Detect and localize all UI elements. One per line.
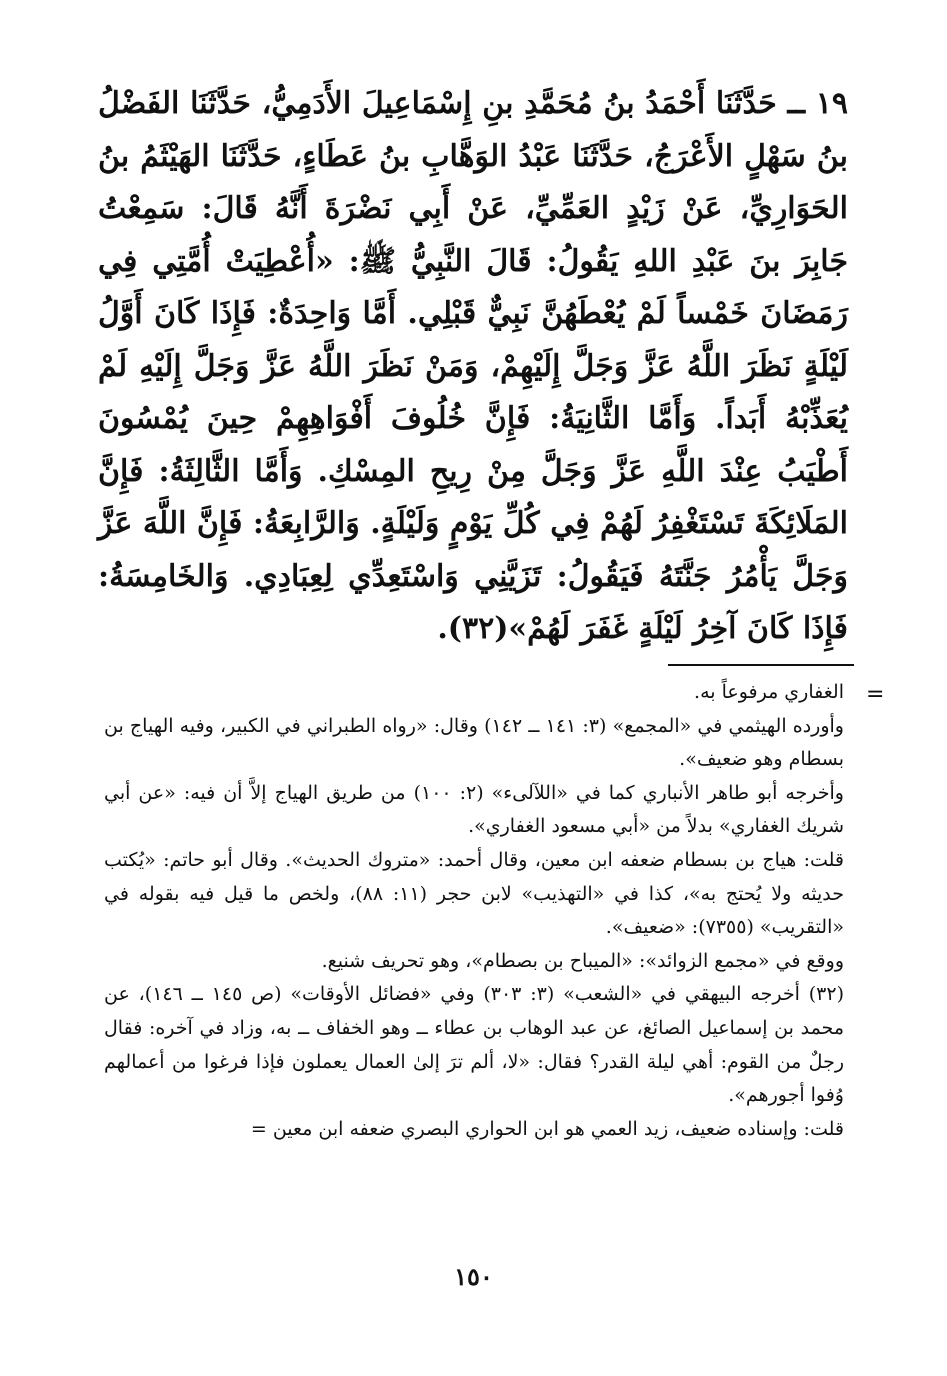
footnote-separator (668, 664, 854, 666)
footnote-line: ووقع في «مجمع الزوائد»: «الميباح بن بصطام»، وهو تحريف شنيع. (321, 949, 844, 972)
page-number: ١٥٠ (454, 1262, 493, 1291)
footnote-32-text: أخرجه البيهقي في «الشعب» (٣: ٣٠٣) وفي «فضائل الأوقات» (ص ١٤٥ ــ ١٤٦)، عن محمد بن إسماعيل الصائغ، عن عبد الوهاب بن عطاء ــ وهو الخفاف ــ به، وزاد في آخره: فقال رجلٌ من القوم: أهي ليلة القدر؟ فقال: «لا، ألم ترَ إلىٰ العمال يعملون فإذا فرغوا من أعمالهم وُفوا أجورهم». (104, 983, 844, 1107)
footnote-end-mark: = (250, 1117, 267, 1140)
footnote-32 (104, 978, 844, 1112)
footnote-line: الغفاري مرفوعاً به. (694, 681, 844, 703)
footnote-continuation-mark: = (866, 682, 885, 707)
hadith-paragraph: ١٩ ــ حَدَّثَنَا أَحْمَدُ بنُ مُحَمَّدِ بنِ إِسْمَاعِيلَ الأَدَمِيُّ، حَدَّثَنَا الفَضْلُ بنُ سَهْلٍ الأَعْرَجُ، حَدَّثَنَا عَبْدُ الوَهَّابِ بنُ عَطَاءٍ، حَدَّثَنَا الهَيْثَمُ بنُ الحَوَارِيِّ، عَنْ زَيْدٍ العَمِّيِّ، عَنْ أَبِي نَضْرَةَ أَنَّهُ قَالَ: سَمِعْتُ جَابِرَ بنَ عَبْدِ اللهِ يَقُولُ: قَالَ النَّبِيُّ ﷺ: «أُعْطِيَتْ أُمَّتِي فِي رَمَضَانَ خَمْساً لَمْ يُعْطَهُنَّ نَبِيٌّ قَبْلِي. أَمَّا وَاحِدَةٌ: فَإِذَا كَانَ أَوَّلُ لَيْلَةٍ نَظَرَ اللَّهُ عَزَّ وَجَلَّ إِلَيْهِمْ، وَمَنْ نَظَرَ اللَّهُ عَزَّ وَجَلَّ إِلَيْهِ لَمْ يُعَذِّبْهُ أَبَداً. وَأَمَّا الثَّانِيَةُ: فَإِنَّ خُلُوفَ أَفْوَاهِهِمْ حِينَ يُمْسُونَ أَطْيَبُ عِنْدَ اللَّهِ عَزَّ وَجَلَّ مِنْ رِيحِ المِسْكِ. وَأَمَّا الثَّالِثَةُ: فَإِنَّ المَلَائِكَةَ تَسْتَغْفِرُ لَهُمْ فِي كُلِّ يَوْمٍ وَلَيْلَةٍ. وَالرَّابِعَةُ: فَإِنَّ اللَّهَ عَزَّ وَجَلَّ يَأْمُرُ جَنَّتَهُ فَيَقُولُ: تَزَيَّنِي وَاسْتَعِدِّي لِعِبَادِي. وَالخَامِسَةُ: فَإِذَا كَانَ آخِرُ لَيْلَةٍ غَفَرَ لَهُمْ»(٣٢). (98, 86, 848, 646)
footnote-line: وأخرجه أبو طاهر الأنباري كما في «اللآلىء» (٢: ١٠٠) من طريق الهياج إلاَّ أن فيه: «عن أبي شريك الغفاري» بدلاً من «أبي مسعود الغفاري». (104, 781, 844, 838)
hadith-text (98, 78, 848, 656)
footnote-line (104, 1113, 844, 1147)
footnotes (104, 676, 844, 1146)
footnote-line: قلت: هياج بن بسطام ضعفه ابن معين، وقال أحمد: «متروك الحديث». وقال أبو حاتم: «يُكتب حديثه ولا يُحتج به»، كذا في «التهذيب» لابن حجر (١١: ٨٨)، ولخص ما قيل فيه بقوله في «التقريب» (٧٣٥٥): «ضعيف». (104, 848, 844, 939)
footnote-line: وأورده الهيثمي في «المجمع» (٣: ١٤١ ــ ١٤٢) وقال: «رواه الطبراني في الكبير، وفيه الهياج بن بسطام وهو ضعيف». (104, 714, 844, 771)
footnote-32-text: قلت: وإسناده ضعيف، زيد العمي هو ابن الحواري البصري ضعفه ابن معين (272, 1117, 844, 1140)
footnote-number: (٣٢) (808, 983, 844, 1006)
